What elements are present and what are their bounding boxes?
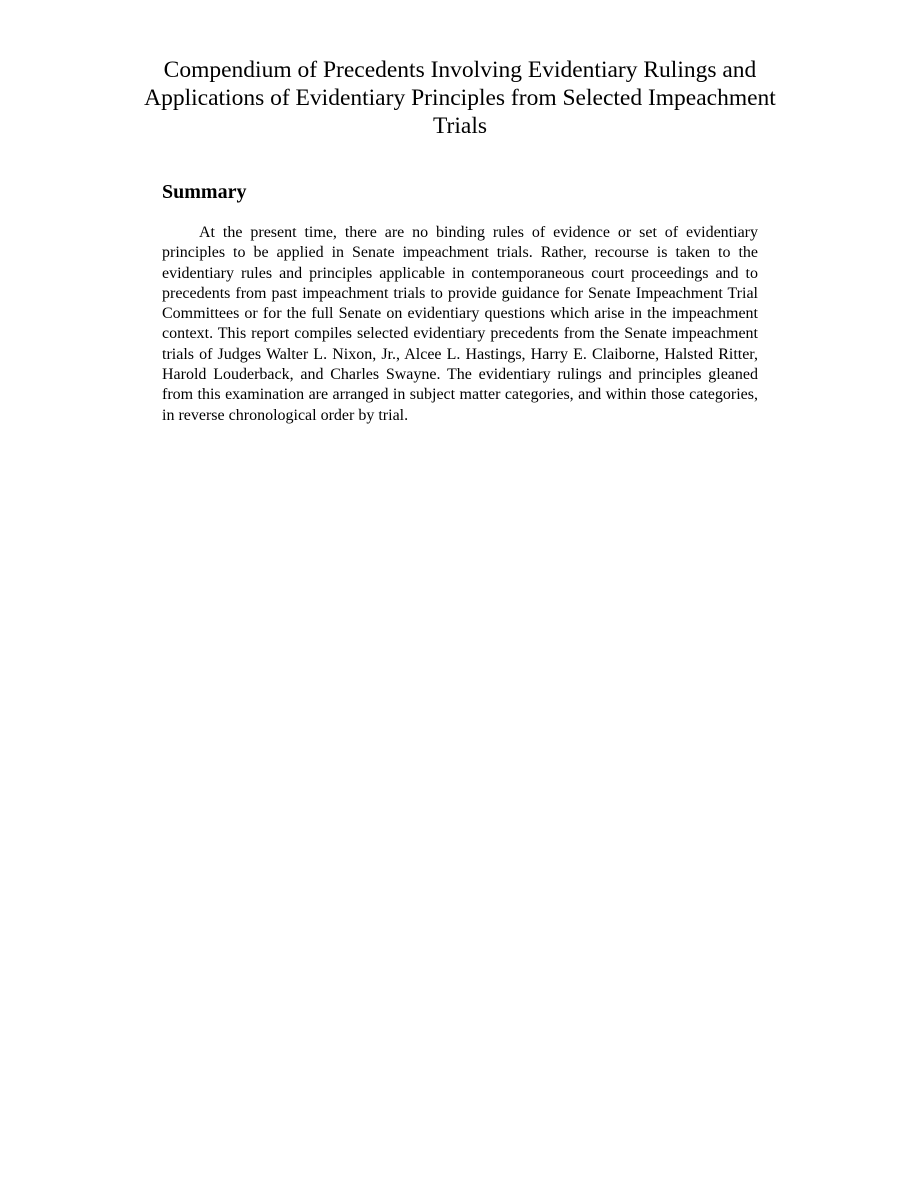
summary-heading: Summary — [162, 181, 247, 203]
summary-paragraph: At the present time, there are no binding rules of evidence or set of evidentiary principles to be applied in Senate impeachment trials. Rather, recourse is taken to the evidentiary rules and principles applicable in contemporaneous court proceedings and to precedents from past impeachment trials to provide guidance for Senate Impeachment Trial Committees or for the full Senate on evidentiary questions which arise in the impeachment context. This report compiles selected evidentiary precedents from the Senate impeachment trials of Judges Walter L. Nixon, Jr., Alcee L. Hastings, Harry E. Claiborne, Halsted Ritter, Harold Louderback, and Charles Swayne. The evidentiary rulings and principles gleaned from this examination are arranged in subject matter categories, and within those categories, in reverse chronological order by trial. — [162, 224, 758, 424]
document-title: Compendium of Precedents Involving Evidentiary Rulings and Applications of Evidentiary Principles from Selected Impeachment Trials — [144, 57, 776, 139]
